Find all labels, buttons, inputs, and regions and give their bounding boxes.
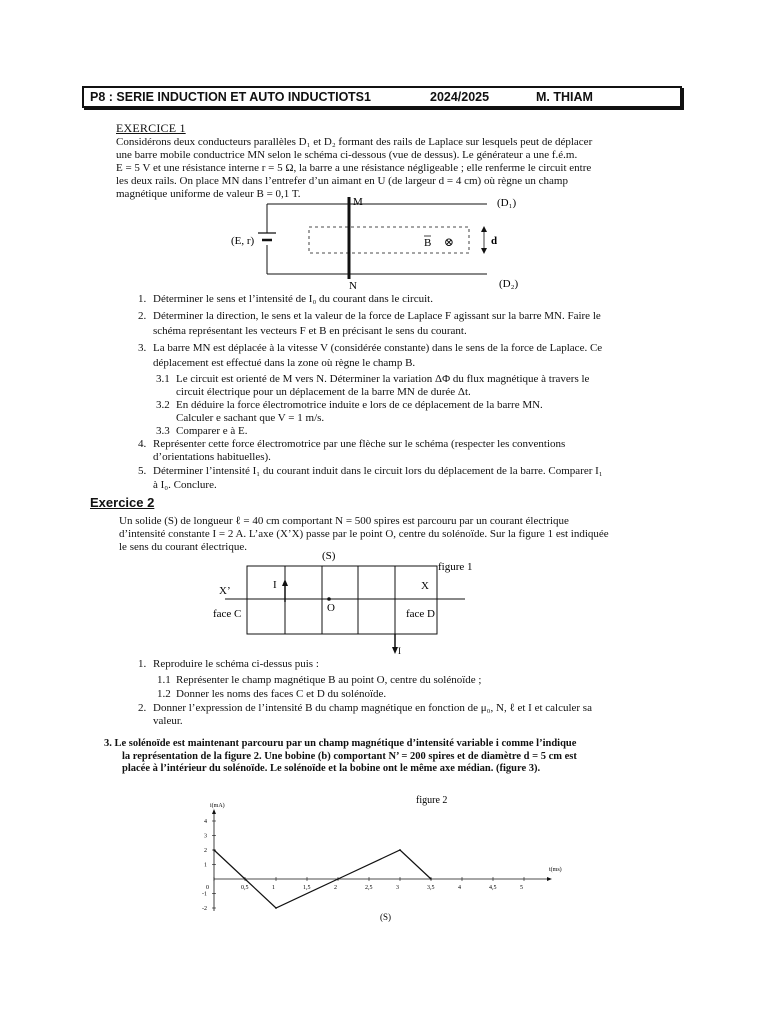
series-title: P8 : SERIE INDUCTION ET AUTO INDUCTIO — [90, 90, 349, 104]
question-number: 3. — [138, 342, 147, 354]
question-number: 5. — [138, 465, 147, 477]
exercise-2-title: Exercice 2 — [90, 495, 155, 510]
y-tick-label: 1 — [204, 862, 207, 869]
solenoid-body — [247, 566, 437, 634]
question-text: Déterminer l’intensité I₁ du courant induit dans le circuit lors du déplacement de la barre. Comparer I₁ — [153, 465, 603, 477]
teacher-label: M. THIAM — [536, 90, 593, 104]
x-tick-label: 3 — [396, 885, 399, 891]
question-text: La barre MN est déplacée à la vitesse V (considérée constante) dans le sens de la force de Laplace. Ce — [153, 342, 603, 354]
label-face-d: face D — [406, 608, 436, 620]
x-tick-label: 0,5 — [241, 885, 249, 891]
question-number: 2. — [138, 310, 147, 322]
ex1-intro-line: E = 5 V et une résistance interne r = 5 Ω, la barre a une résistance négligeable ; elle renferme le circuit entre — [116, 162, 592, 174]
x-tick-label: 3,5 — [427, 885, 435, 891]
x-tick-label: 4,5 — [489, 885, 497, 891]
y-tick-label: 2 — [204, 848, 207, 854]
subquestion-number: 3.1 — [156, 373, 170, 385]
label-d2: (D₂) — [499, 278, 519, 290]
label-i-bottom: I — [398, 646, 401, 656]
label-d: d — [491, 235, 498, 247]
subquestion-text: En déduire la force électromotrice induite e lors de ce déplacement de la barre MN. — [176, 399, 543, 411]
chart-title: figure 2 — [416, 795, 448, 806]
question-number: 4. — [138, 438, 147, 450]
question-text: Donner l’expression de l’intensité B du champ magnétique en fonction de μ₀, N, ℓ et I et calculer sa — [153, 702, 592, 714]
exercise-1-title: EXERCICE 1 — [116, 121, 186, 135]
question-text: Reproduire le schéma ci-dessus puis : — [153, 658, 319, 670]
y-tick-label: 3 — [204, 833, 207, 840]
label-i-top: I — [273, 579, 277, 591]
x-tick-label: 5 — [520, 885, 523, 891]
label-d1: (D₁) — [497, 197, 517, 209]
subquestion-text: Le circuit est orienté de M vers N. Déterminer la variation ΔΦ du flux magnétique à travers le — [176, 373, 590, 385]
x-tick-label: 2 — [334, 885, 337, 891]
x-axis-label: t(ms) — [549, 867, 562, 873]
subquestion-text: Donner les noms des faces C et D du solénoïde. — [176, 688, 387, 700]
y-tick-label: 4 — [204, 819, 207, 825]
question-3-line: la représentation de la figure 2. Une bobine (b) comportant N’ = 200 spires et de diamètre d = 5 cm est — [122, 750, 577, 762]
label-generator: (E, r) — [231, 235, 255, 247]
subquestion-text: Comparer e à E. — [176, 425, 248, 437]
header-box — [82, 86, 682, 108]
ex2-intro-line: d’intensité constante I = 2 A. L’axe (X’X) passe par le point O, centre du solénoïde. Sur la figure 1 est indiquée — [119, 528, 609, 540]
year-label: 2024/2025 — [430, 90, 490, 104]
question-number: 2. — [138, 702, 147, 714]
class-label: TS1 — [348, 90, 371, 104]
ex1-intro-line: les deux rails. On place MN dans l’entrefer d’un aimant en U (de largeur d = 4 cm) où règne un champ — [116, 175, 568, 187]
question-text: d’orientations habituelles). — [153, 451, 271, 463]
question-number: 1. — [138, 293, 147, 305]
question-number: 1. — [138, 658, 147, 670]
solenoid-figure — [205, 546, 485, 658]
label-x-prime: X’ — [219, 585, 231, 597]
label-figure-1: figure 1 — [438, 561, 473, 573]
question-text: à I₀. Conclure. — [153, 479, 217, 491]
ex1-intro-line: Considérons deux conducteurs parallèles D₁ et D₂ formant des rails de Laplace sur lesquels peut de déplacer — [116, 136, 593, 148]
question-text: Déterminer le sens et l’intensité de I₀ du courant dans le circuit. — [153, 293, 433, 305]
figure-2-chart — [190, 772, 560, 927]
ex1-intro-line: magnétique uniforme de valeur B = 0,1 T. — [116, 188, 301, 200]
question-text: déplacement est effectué dans la zone où règne le champ B. — [153, 357, 416, 369]
subquestion-number: 1.2 — [157, 688, 171, 700]
question-text: schéma représentant les vecteurs F et B en précisant le sens du courant. — [153, 325, 467, 337]
point-o — [327, 597, 331, 601]
label-s: (S) — [322, 550, 336, 562]
x-tick-label: 2,5 — [365, 885, 373, 891]
laplace-rails-figure — [225, 192, 535, 292]
into-page-icon: ⊗ — [444, 235, 455, 249]
y-axis-label: i(mA) — [210, 803, 225, 809]
label-b-vector: B — [424, 237, 432, 249]
question-text: Représenter cette force électromotrice par une flèche sur le schéma (respecter les conventions — [153, 438, 566, 450]
label-face-c: face C — [213, 608, 242, 620]
y-axis-arrow — [212, 809, 216, 814]
x-tick-label: 0 — [206, 885, 209, 891]
subquestion-text: Représenter le champ magnétique B au point O, centre du solénoïde ; — [176, 674, 482, 686]
question-3-line: placée à l’intérieur du solénoïde. Le solénoïde et la bobine ont le même axe médian. (figure 3). — [122, 763, 541, 774]
label-x: X — [421, 580, 429, 592]
subquestion-text: Calculer e sachant que V = 1 m/s. — [176, 412, 325, 424]
question-text: Déterminer la direction, le sens et la valeur de la force de Laplace F agissant sur la barre MN. Faire le — [153, 310, 601, 322]
question-text: valeur. — [153, 715, 183, 727]
ex2-intro-line: Un solide (S) de longueur ℓ = 40 cm comportant N = 500 spires est parcouru par un courant électrique — [119, 515, 569, 527]
x-tick-label: 1 — [272, 885, 275, 891]
subquestion-text: circuit électrique pour un déplacement de la barre MN de durée Δt. — [176, 386, 471, 398]
label-o: O — [327, 602, 335, 614]
chart-caption: (S) — [380, 912, 391, 922]
subquestion-number: 1.1 — [157, 674, 171, 686]
label-m: M — [353, 196, 363, 208]
x-tick-label: 1,5 — [303, 885, 311, 891]
subquestion-number: 3.3 — [156, 425, 170, 437]
question-3-line: 3. Le solénoïde est maintenant parcouru par un champ magnétique d’intensité variable i comme l’indique — [104, 738, 577, 749]
question-3-block — [104, 738, 577, 776]
x-axis-arrow — [547, 877, 552, 881]
x-tick-label: 4 — [458, 885, 461, 891]
label-n: N — [349, 280, 357, 292]
y-tick-label: -1 — [202, 891, 207, 898]
ex2-intro-line: le sens du courant électrique. — [119, 541, 247, 553]
subquestion-number: 3.2 — [156, 399, 170, 411]
ex1-intro-line: une barre mobile conductrice MN selon le schéma ci-dessous (vue de dessus). Le générateur a une f.é.m. — [116, 149, 578, 161]
y-tick-label: -2 — [202, 906, 207, 912]
